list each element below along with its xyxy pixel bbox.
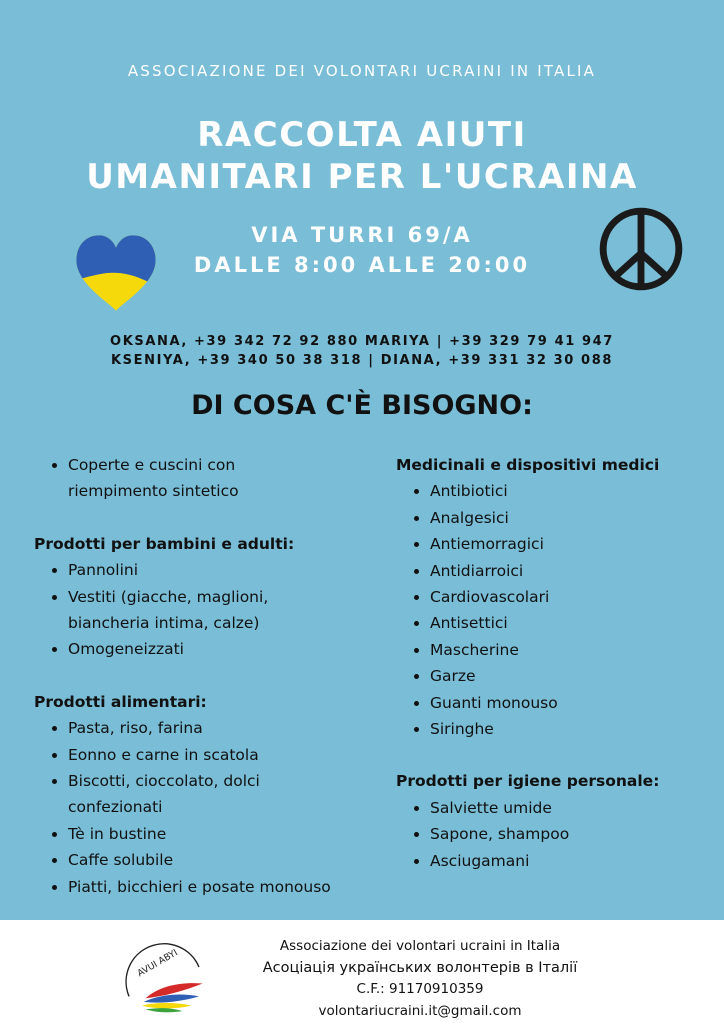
general-list (34, 452, 374, 505)
list-item: • Garze (430, 663, 716, 689)
medical-list (396, 478, 716, 742)
list-item: • Eonno e carne in scatola (68, 742, 374, 768)
needs-heading: DI COSA C'È BISOGNO: (191, 390, 533, 421)
right-column (396, 452, 716, 874)
footer-org-italian: Associazione dei volontari ucraini in Italia (279, 938, 561, 954)
left-column (34, 452, 374, 900)
contacts-line-2: KSENIYA, +39 340 50 38 318 | DIANA, +39 331 32 30 088 (111, 353, 613, 368)
food-list (34, 715, 374, 900)
footer-tax-code: C.F.: 91170910359 (356, 981, 484, 997)
list-item: • Cardiovascolari (430, 584, 716, 610)
address-line: VIA TURRI 69/A (251, 223, 473, 247)
list-item: • Asciugamani (430, 848, 716, 874)
kids-list (34, 557, 374, 663)
list-item: • Salviette umide (430, 795, 716, 821)
list-item: • Pasta, riso, farina (68, 715, 374, 741)
list-item: • Piatti, bicchieri e posate monouso (68, 874, 374, 900)
contacts-block (0, 332, 724, 370)
kids-section-title: Prodotti per bambini e adulti: (34, 534, 295, 553)
hygiene-list (396, 795, 716, 874)
list-item: • Guanti monouso (430, 690, 716, 716)
food-section-title: Prodotti alimentari: (34, 692, 207, 711)
list-item: • Pannolini (68, 557, 374, 583)
organization-logo (118, 940, 210, 1016)
medical-section-title: Medicinali e dispositivi medici (396, 456, 660, 474)
hours-line: DALLE 8:00 ALLE 20:00 (193, 253, 531, 277)
footer-email[interactable]: volontariucraini.it@gmail.com (318, 1002, 522, 1019)
list-item: • Biscotti, cioccolato, dolci confezionati (68, 768, 374, 821)
list-item: • Tè in bustine (68, 821, 374, 847)
list-item: • Coperte e cuscini con riempimento sintetico (68, 452, 374, 505)
contacts-line-1: OKSANA, +39 342 72 92 880 MARIYA | +39 329 79 41 947 (110, 334, 614, 349)
organization-heading: ASSOCIAZIONE DEI VOLONTARI UCRAINI IN ITALIA (127, 62, 597, 80)
page-title (0, 114, 724, 198)
list-item: • Omogeneizzati (68, 636, 374, 662)
list-item: • Antiemorragici (430, 531, 716, 557)
list-item: • Antidiarroici (430, 558, 716, 584)
hygiene-section-title: Prodotti per igiene personale: (396, 772, 660, 791)
list-item: • Analgesici (430, 505, 716, 531)
footer-org-ukrainian: Асоціація українських волонтерів в Італії (262, 959, 578, 976)
list-item: • Siringhe (430, 716, 716, 742)
footer-info (230, 936, 610, 1022)
list-item: • Antibiotici (430, 478, 716, 504)
list-item: • Antisettici (430, 610, 716, 636)
list-item: • Caffe solubile (68, 847, 374, 873)
list-item: • Mascherine (430, 637, 716, 663)
location-info (0, 220, 724, 280)
list-item: • Sapone, shampoo (430, 821, 716, 847)
title-line-1: RACCOLTA AIUTI (197, 115, 527, 155)
title-line-2: UMANITARI PER L'UCRAINA (86, 157, 638, 197)
logo-text: AVUI ABYI (135, 947, 180, 980)
list-item: • Vestiti (giacche, maglioni, biancheria intima, calze) (68, 584, 374, 637)
